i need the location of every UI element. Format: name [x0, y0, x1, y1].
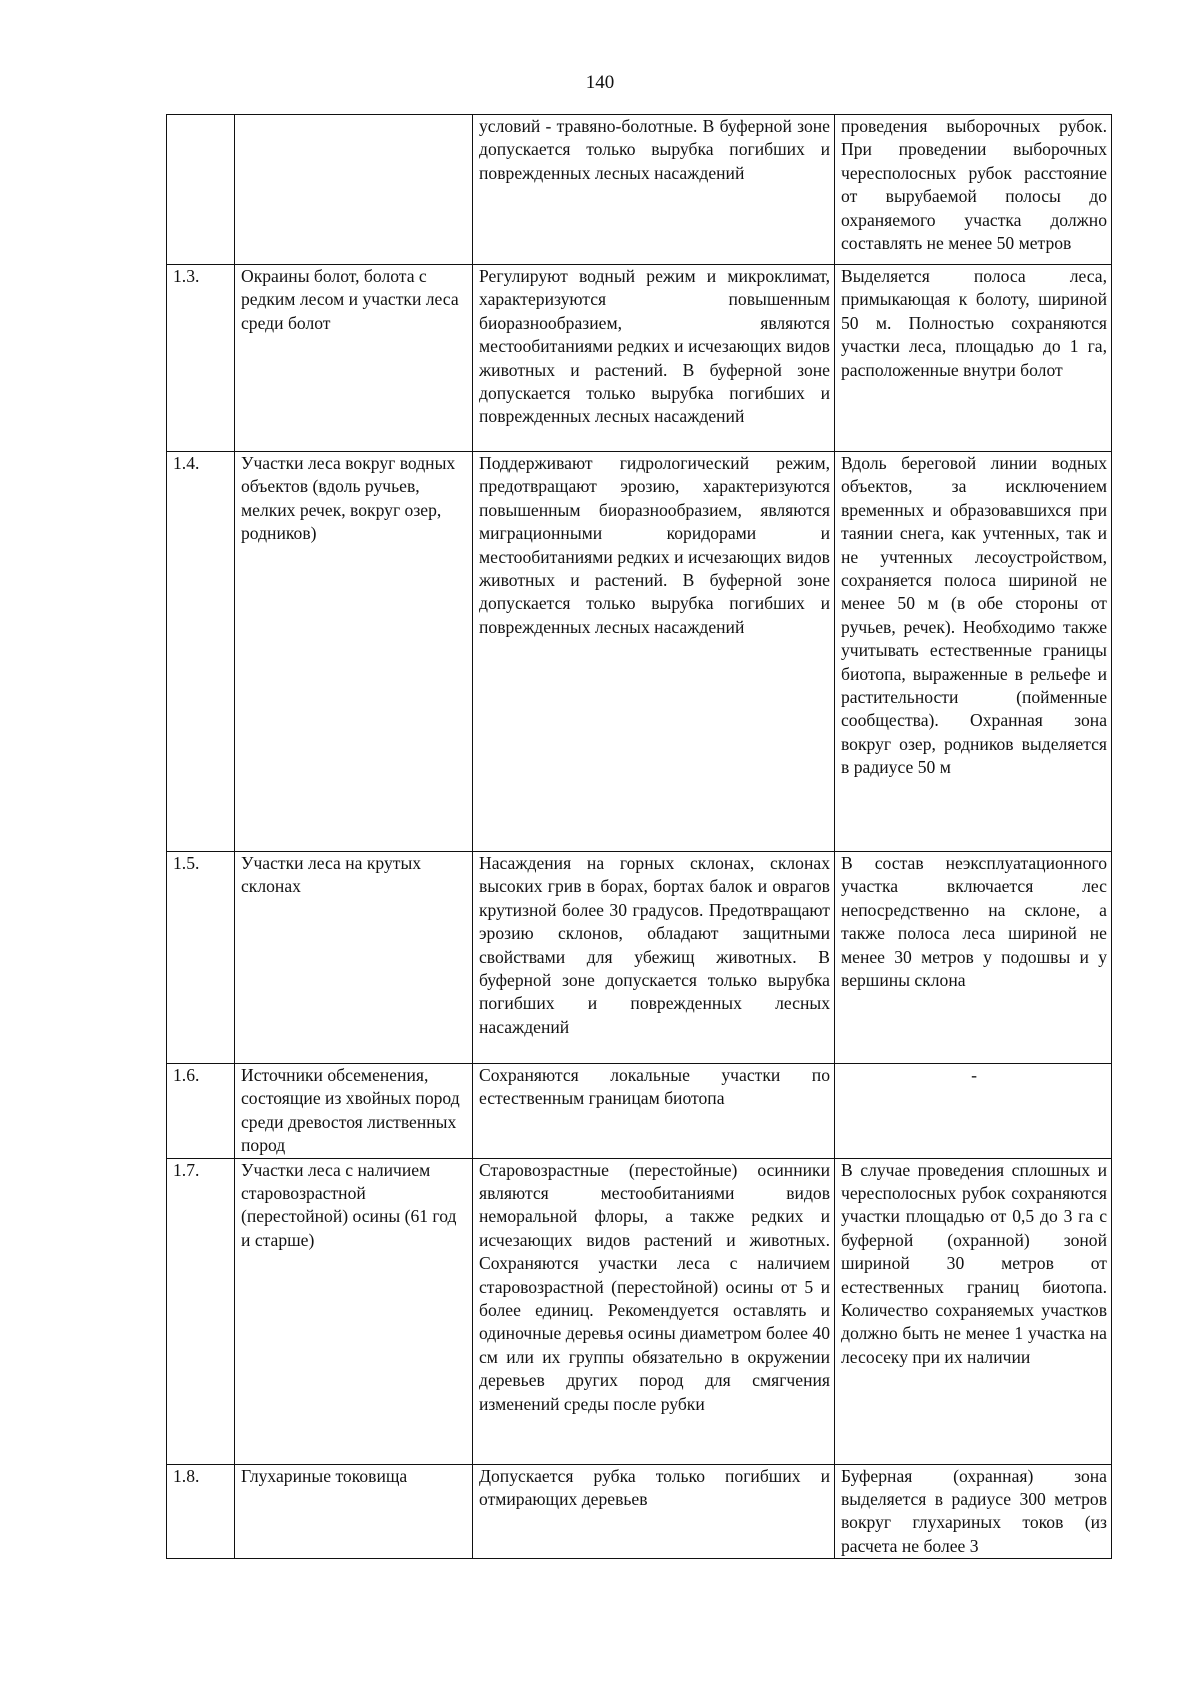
biotope-description: Сохраняются локальные участки по естественным границам биотопа — [473, 1064, 835, 1159]
biotope-description: Насаждения на горных склонах, склонах высоких грив в борах, бортах балок и оврагов крутизной более 30 градусов. Предотвращают эрозию склонов, обладают защитными свойствами для убежищ животных. В буферной зоне допускается только вырубка погибших и поврежденных лесных насаждений — [473, 852, 835, 1064]
biotope-name: Участки леса с наличием старовозрастной (перестойной) осины (61 год и старше) — [235, 1158, 473, 1464]
protection-rules: В состав неэксплуатационного участка включается лес непосредственно на склоне, а также полоса леса шириной не менее 30 метров у подошвы и у вершины склона — [835, 852, 1112, 1064]
protection-rules: В случае проведения сплошных и чересполосных рубок сохраняются участки площадью от 0,5 до 3 га с буферной (охранной) зоной шириной 30 метров от естественных границ биотопа. Количество сохраняемых участков должно быть не менее 1 участка на лесосеку при их наличии — [835, 1158, 1112, 1464]
row-number: 1.5. — [167, 852, 235, 1064]
table-row — [167, 1158, 1112, 1464]
biotope-description: условий - травяно-болотные. В буферной зоне допускается только вырубка погибших и поврежденных лесных насаждений — [473, 115, 835, 265]
biotope-name: Источники обсеменения, состоящие из хвойных пород среди древостоя лиственных пород — [235, 1064, 473, 1159]
table-row — [167, 1464, 1112, 1559]
biotope-name: Глухариные токовища — [235, 1464, 473, 1559]
page-number: 140 — [585, 72, 615, 93]
protection-rules: проведения выборочных рубок. При проведении выборочных чересполосных рубок расстояние от вырубаемой полосы до охраняемого участка должно составлять не менее 50 метров — [835, 115, 1112, 265]
table-row — [167, 1064, 1112, 1159]
row-number — [167, 115, 235, 265]
biotope-name: Участки леса вокруг водных объектов (вдоль ручьев, мелких речек, вокруг озер, родников) — [235, 452, 473, 852]
table-row — [167, 452, 1112, 852]
row-number: 1.8. — [167, 1464, 235, 1559]
table-row — [167, 115, 1112, 265]
biotope-description: Старовозрастные (перестойные) осинники являются местообитаниями видов неморальной флоры, а также редких и исчезающих видов растений и животных. Сохраняются участки леса с наличием старовозрастной (перестойной) осины от 5 и более единиц. Рекомендуется оставлять и одиночные деревья осины диаметром более 40 см или их группы обязательно в окружении деревьев других пород для смягчения изменений среды после рубки — [473, 1158, 835, 1464]
table-row — [167, 852, 1112, 1064]
biotope-description: Поддерживают гидрологический режим, предотвращают эрозию, характеризуются повышенным биоразнообразием, являются миграционными коридорами и местообитаниями редких и исчезающих видов животных и растений. В буферной зоне допускается только вырубка погибших и поврежденных лесных насаждений — [473, 452, 835, 852]
row-number: 1.6. — [167, 1064, 235, 1159]
row-number: 1.7. — [167, 1158, 235, 1464]
protection-rules: Буферная (охранная) зона выделяется в радиусе 300 метров вокруг глухариных токов (из расчета не более 3 — [835, 1464, 1112, 1559]
biotope-description: Допускается рубка только погибших и отмирающих деревьев — [473, 1464, 835, 1559]
row-number: 1.4. — [167, 452, 235, 852]
protection-rules: Выделяется полоса леса, примыкающая к болоту, шириной 50 м. Полностью сохраняются участки леса, площадью до 1 га, расположенные внутри болот — [835, 265, 1112, 452]
protection-rules: - — [835, 1064, 1112, 1159]
biotope-name — [235, 115, 473, 265]
biotope-name: Участки леса на крутых склонах — [235, 852, 473, 1064]
row-number: 1.3. — [167, 265, 235, 452]
biotope-name: Окраины болот, болота с редким лесом и участки леса среди болот — [235, 265, 473, 452]
biotope-table — [166, 114, 1112, 1559]
table-row — [167, 265, 1112, 452]
protection-rules: Вдоль береговой линии водных объектов, за исключением временных и образовавшихся при таянии снега, как учтенных, так и не учтенных лесоустройством, сохраняется полоса шириной не менее 50 м (в обе стороны от ручьев, речек). Необходимо также учитывать естественные границы биотопа, выраженные в рельефе и растительности (пойменные сообщества). Охранная зона вокруг озер, родников выделяется в радиусе 50 м — [835, 452, 1112, 852]
biotope-description: Регулируют водный режим и микроклимат, характеризуются повышенным биоразнообразием, являются местообитаниями редких и исчезающих видов животных и растений. В буферной зоне допускается только вырубка погибших и поврежденных лесных насаждений — [473, 265, 835, 452]
